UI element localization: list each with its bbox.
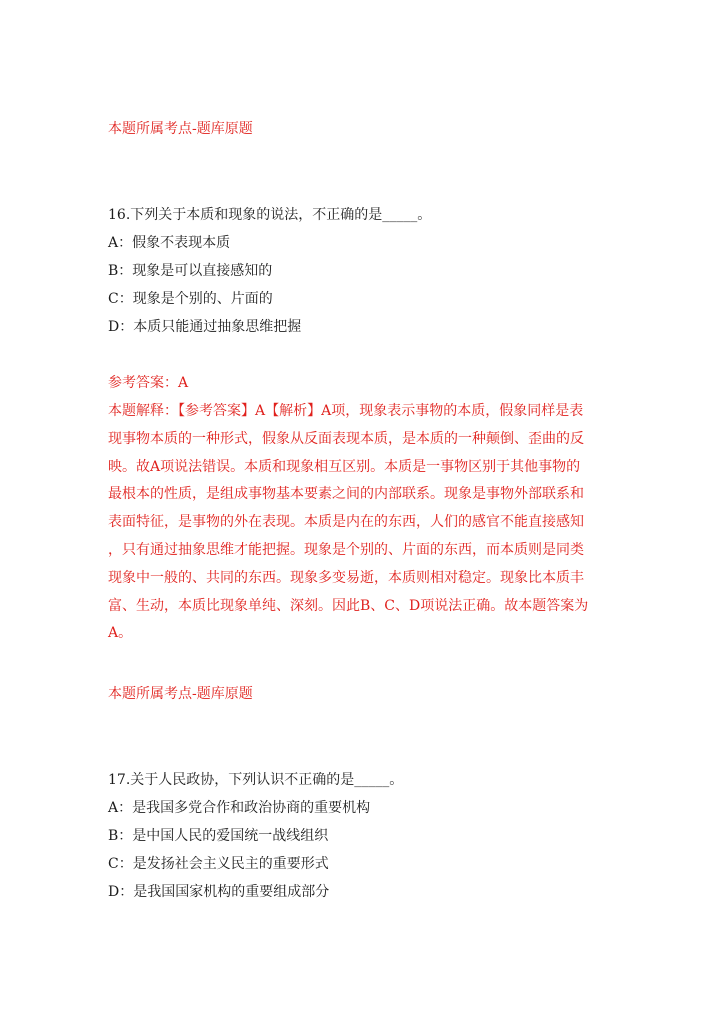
option-17-b: B：是中国人民的爱国统一战线组织: [108, 828, 329, 844]
explanation-line: 映。故A项说法错误。本质和现象相互区别。本质是一事物区别于其他事物的: [108, 458, 581, 475]
explanation-line: 富、生动，本质比现象单纯、深刻。因此B、C、D项说法正确。故本题答案为: [108, 597, 589, 614]
source-tag-top: 本题所属考点-题库原题: [108, 121, 253, 137]
option-16-c: C：现象是个别的、片面的: [108, 291, 273, 307]
explanation-line: A。: [108, 625, 133, 642]
option-17-d: D：是我国国家机构的重要组成部分: [108, 884, 330, 900]
option-16-b: B：现象是可以直接感知的: [108, 263, 273, 279]
option-16-a: A：假象不表现本质: [108, 235, 231, 251]
option-16-d: D：本质只能通过抽象思维把握: [108, 319, 302, 335]
source-tag-bottom: 本题所属考点-题库原题: [108, 686, 253, 702]
explanation-16: [108, 398, 608, 648]
explanation-line: 表面特征，是事物的外在表现。本质是内在的东西，人们的感官不能直接感知: [108, 514, 584, 531]
option-17-a: A：是我国多党合作和政治协商的重要机构: [108, 800, 371, 816]
explanation-line: 现象中一般的、共同的东西。现象多变易逝，本质则相对稳定。现象比本质丰: [108, 569, 584, 586]
option-17-c: C：是发扬社会主义民主的重要形式: [108, 856, 329, 872]
explanation-line: ，只有通过抽象思维才能把握。现象是个别的、片面的东西，而本质则是同类: [108, 541, 584, 558]
explanation-line: 现事物本质的一种形式，假象从反面表现本质，是本质的一种颠倒、歪曲的反: [108, 430, 584, 447]
answer-16: 参考答案：A: [108, 375, 189, 391]
explanation-line: 最根本的性质，是组成事物基本要素之间的内部联系。现象是事物外部联系和: [108, 486, 584, 503]
question-16: 16.下列关于本质和现象的说法，不正确的是_____。: [108, 207, 432, 223]
explanation-line: 本题解释：【参考答案】A【解析】A项，现象表示事物的本质，假象同样是表: [108, 403, 584, 419]
question-17: 17.关于人民政协，下列认识不正确的是_____。: [108, 772, 404, 788]
